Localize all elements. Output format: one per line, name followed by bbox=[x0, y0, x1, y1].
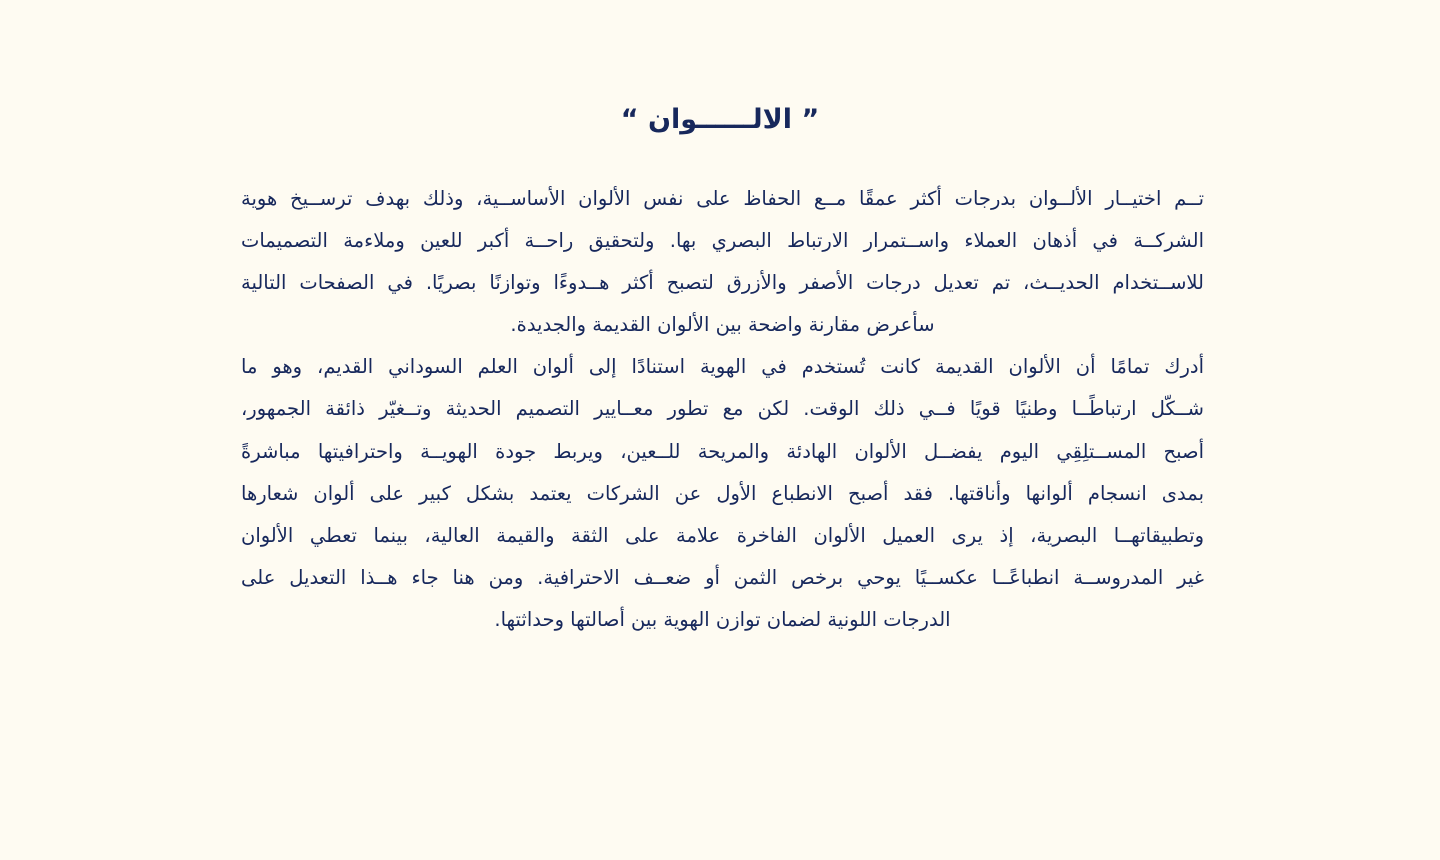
paragraph-2-line-5: وتطبيقاتهــا البصرية، إذ يرى العميل الألوان الفاخرة علامة على الثقة والقيمة العالية، بينما تعطي الألوان bbox=[241, 523, 1204, 547]
page-title: ” الالــــــوان “ bbox=[620, 104, 820, 135]
paragraph-1-line-1: تــم اختيــار الألــوان بدرجات أكثر عمقًا مــع الحفاظ على نفس الألوان الأساســية، وذلك بهدف ترســيخ هوية bbox=[241, 187, 1204, 210]
paragraph-2 bbox=[241, 346, 1204, 641]
paragraph-1-line-3: للاســتخدام الحديــث، تم تعديل درجات الأصفر والأزرق لتصبح أكثر هــدوءًا وتوازنًا بصريًا. في الصفحات التالية bbox=[241, 271, 1204, 295]
paragraph-2-line-7: الدرجات اللونية لضمان توازن الهوية بين أصالتها وحداثتها. bbox=[494, 607, 951, 631]
paragraph-2-line-3: أصبح المســتلِقِي اليوم يفضــل الألوان الهادئة والمريحة للــعين، ويربط جودة الهويــة واحترافيتها مباشرةً bbox=[241, 439, 1204, 463]
paragraph-1 bbox=[241, 178, 1204, 346]
paragraph-1-line-2: الشركــة في أذهان العملاء واســتمرار الارتباط البصري بها. ولتحقيق راحــة أكبر للعين وملاءمة التصميمات bbox=[241, 229, 1204, 253]
paragraph-2-line-6: غير المدروســة انطباعًــا عكســيًا يوحي برخص الثمن أو ضعــف الاحترافية. ومن هنا جاء هــذا التعديل على bbox=[241, 565, 1204, 589]
body-text bbox=[241, 178, 1204, 641]
paragraph-2-line-2: شــكّل ارتباطًــا وطنيًا قويًا فــي ذلك الوقت. لكن مع تطور معــايير التصميم الحديثة وتــغيّر ذائقة الجمهور، bbox=[241, 397, 1204, 421]
paragraph-2-line-1: أدرك تمامًا أن الألوان القديمة كانت تُستخدم في الهوية استنادًا إلى ألوان العلم السوداني القديم، وهو ما bbox=[241, 355, 1204, 379]
paragraph-2-line-4: بمدى انسجام ألوانها وأناقتها. فقد أصبح الانطباع الأول عن الشركات يعتمد بشكل كبير على ألوان شعارها bbox=[241, 481, 1204, 505]
paragraph-1-line-4: سأعرض مقارنة واضحة بين الألوان القديمة والجديدة. bbox=[510, 313, 935, 337]
